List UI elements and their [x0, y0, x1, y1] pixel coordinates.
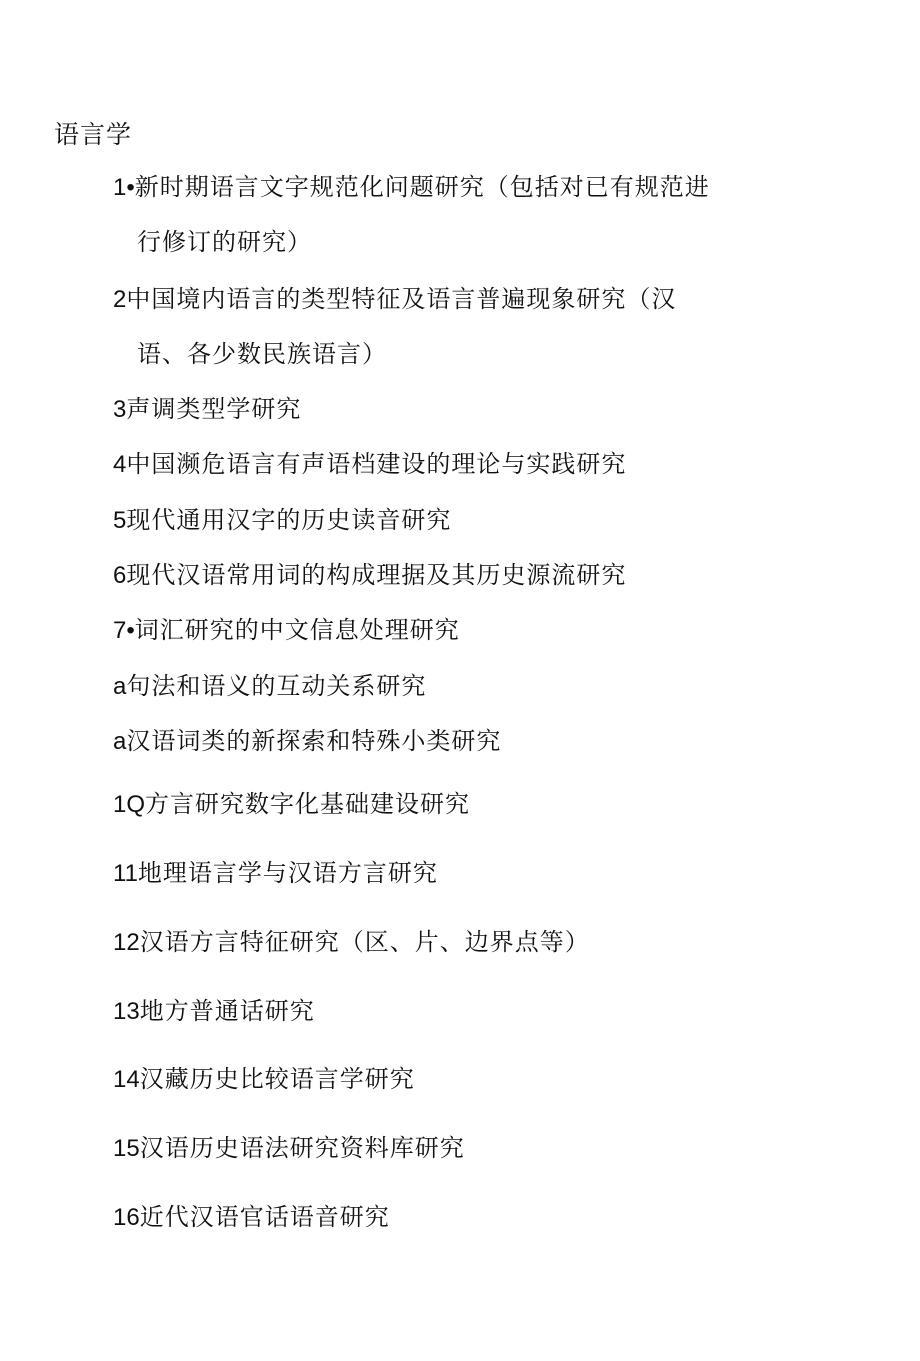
list-item — [113, 1062, 415, 1097]
item-continuation: 行修订的研究） — [137, 228, 312, 256]
list-item — [113, 503, 451, 538]
item-number: 13 — [113, 998, 140, 1025]
item-text: 现代通用汉字的历史读音研究 — [126, 506, 452, 534]
item-text: 汉语历史语法研究资料库研究 — [139, 1134, 465, 1162]
item-text: 近代汉语官话语音研究 — [139, 1203, 390, 1231]
list-item — [113, 282, 676, 317]
item-number: 6 — [113, 562, 127, 589]
item-text: 地方普通话研究 — [139, 997, 315, 1025]
list-item — [113, 724, 501, 759]
item-number: 3 — [113, 396, 127, 423]
list-item — [113, 1200, 390, 1235]
item-text: 汉语词类的新探索和特殊小类研究 — [126, 727, 502, 755]
item-text: 地理语言学与汉语方言研究 — [137, 859, 438, 887]
item-number: a — [113, 673, 127, 700]
list-item — [113, 170, 710, 205]
item-text: 新时期语言文字规范化问题研究（包括对已有规范进 — [134, 173, 710, 201]
list-item — [113, 787, 470, 822]
item-number: 11 — [113, 860, 138, 887]
item-number: 1Q — [113, 791, 146, 818]
item-number: 4 — [113, 451, 127, 478]
item-number: 12 — [113, 929, 140, 956]
item-number: a — [113, 728, 127, 755]
list-item — [113, 925, 590, 960]
item-text: 汉语方言特征研究（区、片、边界点等） — [139, 928, 590, 956]
list-item — [113, 856, 438, 891]
item-text: 中国濒危语言有声语档建设的理论与实践研究 — [126, 450, 627, 478]
item-continuation: 语、各少数民族语言） — [137, 340, 387, 368]
list-item — [113, 994, 315, 1029]
item-text: 词汇研究的中文信息处理研究 — [134, 616, 460, 644]
list-item — [113, 392, 301, 427]
item-number: 15 — [113, 1135, 140, 1162]
item-number: 14 — [113, 1066, 140, 1093]
item-text: 声调类型学研究 — [126, 395, 302, 423]
item-text: 汉藏历史比较语言学研究 — [139, 1065, 415, 1093]
list-item — [113, 613, 460, 648]
item-number: 5 — [113, 507, 127, 534]
list-item — [113, 558, 626, 593]
list-item — [113, 669, 426, 704]
document-title: 语言学 — [54, 120, 133, 149]
list-item — [113, 447, 626, 482]
item-text: 中国境内语言的类型特征及语言普遍现象研究（汉 — [126, 285, 677, 313]
item-number: 7• — [113, 617, 135, 644]
item-number: 2 — [113, 286, 127, 313]
item-text: 方言研究数字化基础建设研究 — [145, 790, 471, 818]
item-number: 1• — [113, 174, 135, 201]
item-text: 现代汉语常用词的构成理据及其历史源流研究 — [126, 561, 627, 589]
item-text: 句法和语义的互动关系研究 — [126, 672, 427, 700]
list-item — [113, 1131, 465, 1166]
item-number: 16 — [113, 1204, 140, 1231]
